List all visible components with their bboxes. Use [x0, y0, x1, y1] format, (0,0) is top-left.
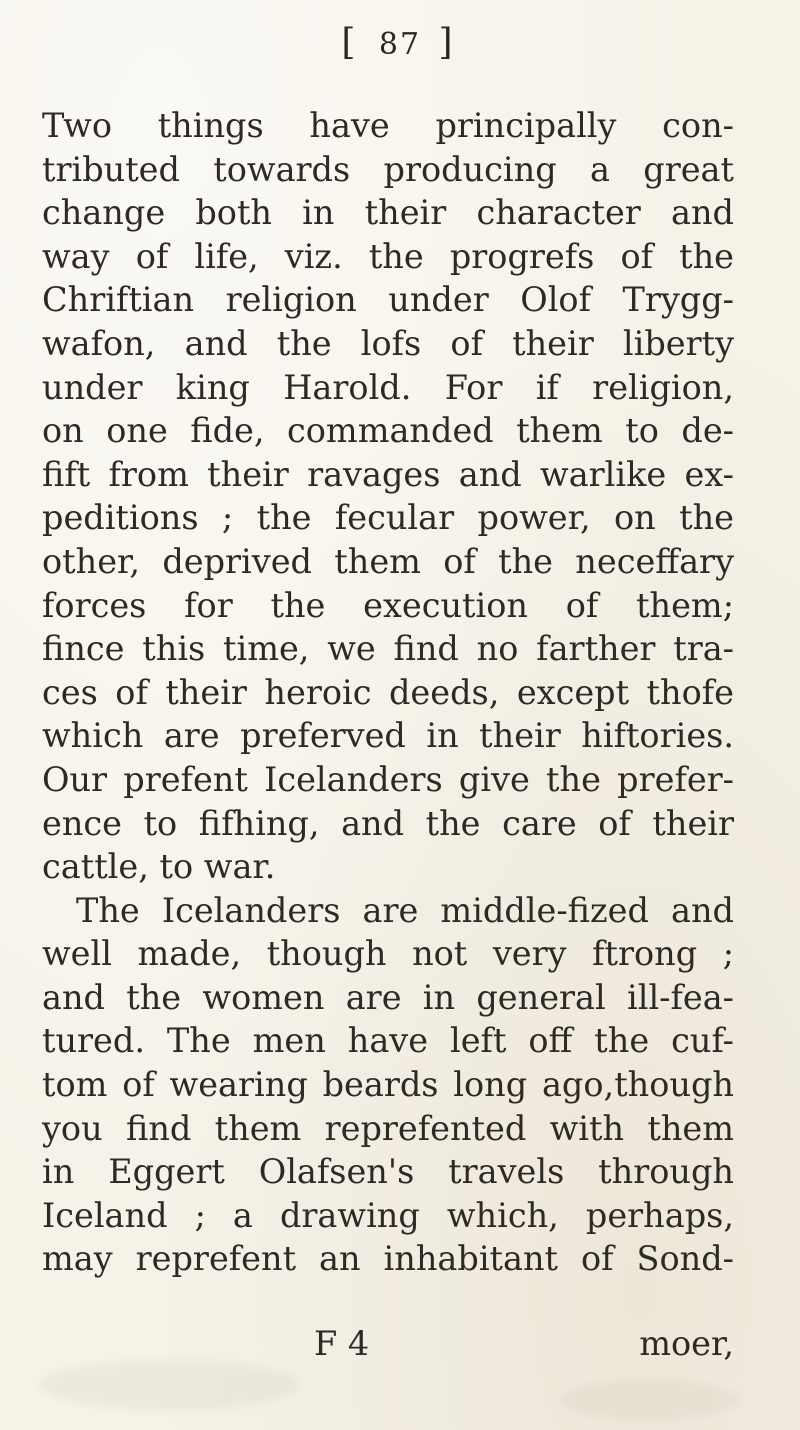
text-line: in Eggert Olafsen's travels through	[42, 1152, 734, 1192]
catchword: moer,	[639, 1324, 734, 1363]
page-footer	[42, 1324, 734, 1368]
text-line: cattle, to war.	[42, 847, 276, 887]
signature-mark: F 4	[314, 1324, 370, 1363]
bracket-open: [	[341, 22, 362, 63]
page-number: 87	[378, 27, 422, 62]
text-line: change both in their character and	[42, 193, 734, 233]
text-line: fince this time, we find no farther tra-	[42, 629, 734, 669]
text-line: may reprefent an inhabitant of Sond-	[42, 1239, 734, 1279]
text-line: tributed towards producing a great	[42, 149, 734, 189]
text-line: The Icelanders are middle-fized and	[76, 890, 734, 930]
text-line: which are preferved in their hiftories.	[42, 716, 734, 756]
text-line: wafon, and the lofs of their liberty	[42, 323, 734, 363]
text-line: way of life, viz. the progrefs of the	[42, 236, 734, 276]
text-line: other, deprived them of the neceffary	[42, 541, 734, 581]
text-line: well made, though not very ftrong ;	[42, 934, 734, 974]
text-line: tured. The men have left off the cuf-	[42, 1021, 734, 1061]
text-line: and the women are in general ill-fea-	[42, 977, 734, 1017]
text-line: on one fide, commanded them to de-	[42, 411, 734, 451]
page-stain	[560, 1380, 740, 1420]
page-header	[0, 22, 800, 63]
text-line: fift from their ravages and warlike ex-	[42, 454, 734, 494]
text-line: ence to fifhing, and the care of their	[42, 803, 734, 843]
text-line: Chriftian religion under Olof Trygg-	[42, 280, 734, 320]
text-line: tom of wearing beards long ago,though	[42, 1065, 734, 1105]
text-line: Our prefent Icelanders give the prefer-	[42, 759, 734, 799]
text-line: peditions ; the fecular power, on the	[42, 498, 734, 538]
bracket-close: ]	[438, 22, 459, 63]
text-line: ces of their heroic deeds, except thofe	[42, 672, 734, 712]
text-line: Two things have principally con-	[42, 106, 734, 145]
text-line: you find them reprefented with them	[42, 1108, 734, 1148]
text-line: forces for the execution of them;	[42, 585, 734, 625]
text-line: under king Harold. For if religion,	[42, 367, 734, 407]
text-line: Iceland ; a drawing which, perhaps,	[42, 1195, 734, 1235]
body-text	[42, 104, 734, 1281]
